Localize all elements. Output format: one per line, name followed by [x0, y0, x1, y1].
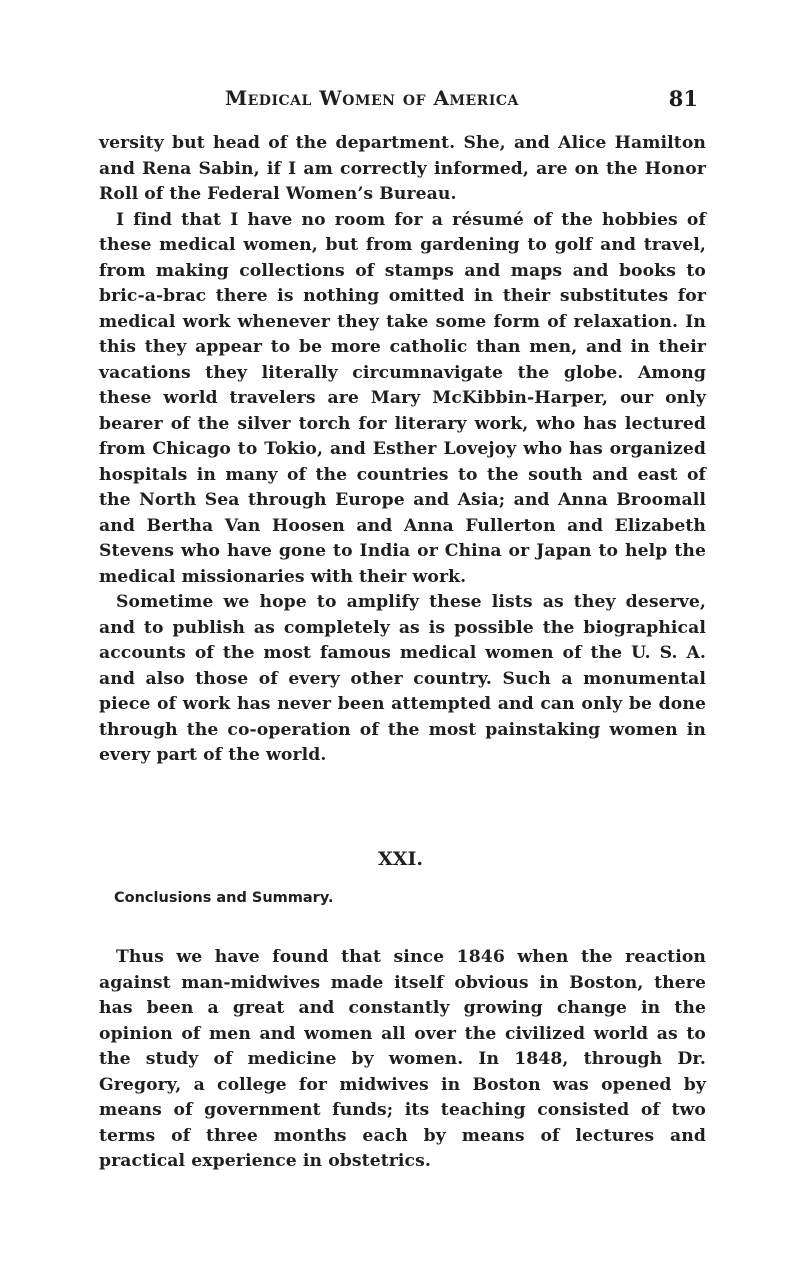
page-header: [0, 86, 801, 116]
running-title: Medical Women of America: [225, 86, 519, 110]
page-number: 81: [668, 86, 698, 111]
section-title: Conclusions and Summary.: [114, 890, 334, 906]
paragraph: versity but head of the department. She, and Alice Hamilton and Rena Sabin, if I am correctly informed, are on the Honor Roll of the Federal Women’s Bureau.: [99, 133, 706, 204]
body-text-bottom: [99, 945, 706, 1175]
section-number: XXI.: [378, 848, 423, 870]
paragraph: Thus we have found that since 1846 when the reaction against man-midwives made itself obvious in Boston, there has been a great and constantly growing change in the opinion of men and women all over the civilized world as to the study of medicine by women. In 1848, through Dr. Gregory, a college for midwives in Boston was opened by means of government funds; its teaching consisted of two terms of three months each by means of lectures and practical experience in obstetrics.: [99, 947, 706, 1171]
paragraph: I find that I have no room for a résumé of the hobbies of these medical women, but from gardening to golf and travel, from making collections of stamps and maps and books to bric-a-brac there is nothing omitted in their substitutes for medical work whenever they take some form of relaxation. In this they appear to be more catholic than men, and in their vacations they literally circumnavigate the globe. Among these world travelers are Mary McKibbin-Harper, our only bearer of the silver torch for literary work, who has lectured from Chicago to Tokio, and Esther Lovejoy who has organized hospitals in many of the countries to the south and east of the North Sea through Europe and Asia; and Anna Broomall and Bertha Van Hoosen and Anna Fullerton and Elizabeth Stevens who have gone to India or China or Japan to help the medical missionaries with their work.: [99, 209, 706, 587]
body-text-top: [99, 131, 706, 769]
paragraph: Sometime we hope to amplify these lists as they deserve, and to publish as completely as is possible the biographical accounts of the most famous medical women of the U. S. A. and also those of every other country. Such a monumental piece of work has never been attempted and can only be done through the co-operation of the most painstaking women in every part of the world.: [99, 592, 706, 765]
